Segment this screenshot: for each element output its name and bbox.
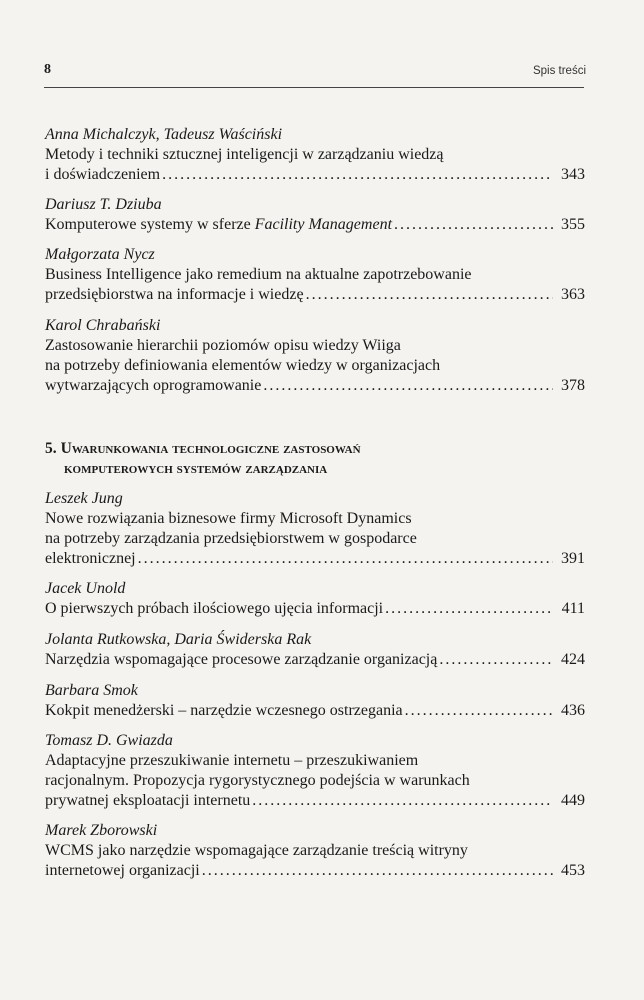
section-heading [45, 439, 565, 479]
toc-entry[interactable] [45, 579, 585, 619]
entry-title-text: O pierwszych próbach ilościowego ujęcia informacji [45, 600, 384, 617]
entry-title-last-line [45, 549, 585, 569]
entry-authors: Leszek Jung [45, 490, 123, 507]
entry-page-number: 449 [561, 792, 585, 809]
entry-authors: Dariusz T. Dziuba [45, 196, 162, 213]
section-title-line: komputerowych systemów zarządzania [64, 460, 328, 477]
entry-authors: Marek Zborowski [45, 822, 158, 839]
entry-page-number: 424 [561, 651, 585, 668]
entry-authors: Anna Michalczyk, Tadeusz Waściński [45, 126, 283, 143]
entry-title-last-line [45, 376, 585, 396]
entry-title-line: Metody i techniki sztucznej inteligencji w zarządzaniu wiedzą [45, 146, 444, 163]
entry-title-line: na potrzeby zarządzania przedsiębiorstwem w gospodarce [45, 530, 417, 547]
entry-title-italic: Facility Management [254, 216, 393, 233]
toc-entry[interactable] [45, 489, 585, 569]
entry-title-last-line [45, 285, 585, 305]
entry-title-line: WCMS jako narzędzie wspomagające zarządzanie treścią witryny [45, 842, 468, 859]
entry-page-number: 411 [561, 600, 585, 617]
toc-entry[interactable] [45, 681, 585, 721]
entry-title-last-line [45, 650, 585, 670]
entry-title-line: Nowe rozwiązania biznesowe firmy Microsoft Dynamics [45, 510, 412, 527]
entry-title-text: Narzędzia wspomagające procesowe zarządzanie organizacją [45, 651, 438, 668]
entry-title-text: i doświadczeniem [45, 166, 161, 183]
entry-authors: Jacek Unold [45, 580, 126, 597]
entry-title-text: internetowej organizacji [45, 862, 200, 879]
entry-page-number: 343 [561, 166, 585, 183]
toc-entry[interactable] [45, 821, 585, 881]
entry-page-number: 436 [561, 702, 585, 719]
entry-title-last-line [45, 861, 585, 881]
dot-leader [385, 599, 553, 619]
entry-title-last-line [45, 599, 585, 619]
dot-leader [306, 285, 553, 305]
entry-title-line: Zastosowanie hierarchii poziomów opisu wiedzy Wiiga [45, 337, 401, 354]
entry-authors: Małgorzata Nycz [45, 246, 155, 263]
toc-entry[interactable] [45, 195, 585, 235]
toc-entry[interactable] [45, 630, 585, 670]
entry-title-last-line [45, 165, 585, 185]
page-number: 8 [44, 62, 51, 77]
entry-page-number: 363 [561, 286, 585, 303]
entry-authors: Karol Chrabański [45, 317, 161, 334]
toc-entry[interactable] [45, 316, 585, 396]
header-rule [44, 87, 584, 88]
entry-title-text: przedsiębiorstwa na informacje i wiedzę [45, 286, 304, 303]
entry-authors: Barbara Smok [45, 682, 138, 699]
section-number: 5. [45, 440, 57, 457]
entry-page-number: 391 [561, 550, 585, 567]
entry-title-text: wytwarzających oprogramowanie [45, 377, 262, 394]
toc-entry[interactable] [45, 245, 585, 305]
dot-leader [252, 791, 553, 811]
dot-leader [405, 701, 553, 721]
section-title-line: Uwarunkowania technologiczne zastosowań [60, 440, 361, 457]
dot-leader [394, 215, 553, 235]
entry-title-line: racjonalnym. Propozycja rygorystycznego podejścia w warunkach [45, 772, 470, 789]
entry-title-text: Komputerowe systemy w sferze Facility Management [45, 216, 393, 233]
entry-title-line: Business Intelligence jako remedium na aktualne zapotrzebowanie [45, 266, 472, 283]
running-head: Spis treści [532, 65, 586, 77]
toc-entry[interactable] [45, 125, 585, 185]
entry-title-line: Adaptacyjne przeszukiwanie internetu – przeszukiwaniem [45, 752, 419, 769]
entry-authors: Tomasz D. Gwiazda [45, 732, 173, 749]
entry-title-text: elektronicznej [45, 550, 136, 567]
entry-title-text: prywatnej eksploatacji internetu [45, 792, 251, 809]
entry-title-last-line [45, 791, 585, 811]
entry-authors: Jolanta Rutkowska, Daria Świderska Rak [45, 631, 312, 648]
dot-leader [202, 861, 553, 881]
dot-leader [138, 549, 553, 569]
dot-leader [439, 650, 553, 670]
entry-title-text: Kokpit menedżerski – narzędzie wczesnego ostrzegania [45, 702, 403, 719]
entry-page-number: 355 [561, 216, 585, 233]
entry-page-number: 453 [561, 862, 585, 879]
toc-entry[interactable] [45, 731, 585, 811]
entry-title-line: na potrzeby definiowania elementów wiedzy w organizacjach [45, 357, 441, 374]
entry-page-number: 378 [561, 377, 585, 394]
entry-title-last-line [45, 701, 585, 721]
dot-leader [263, 376, 553, 396]
entry-title-last-line [45, 215, 585, 235]
dot-leader [162, 165, 553, 185]
